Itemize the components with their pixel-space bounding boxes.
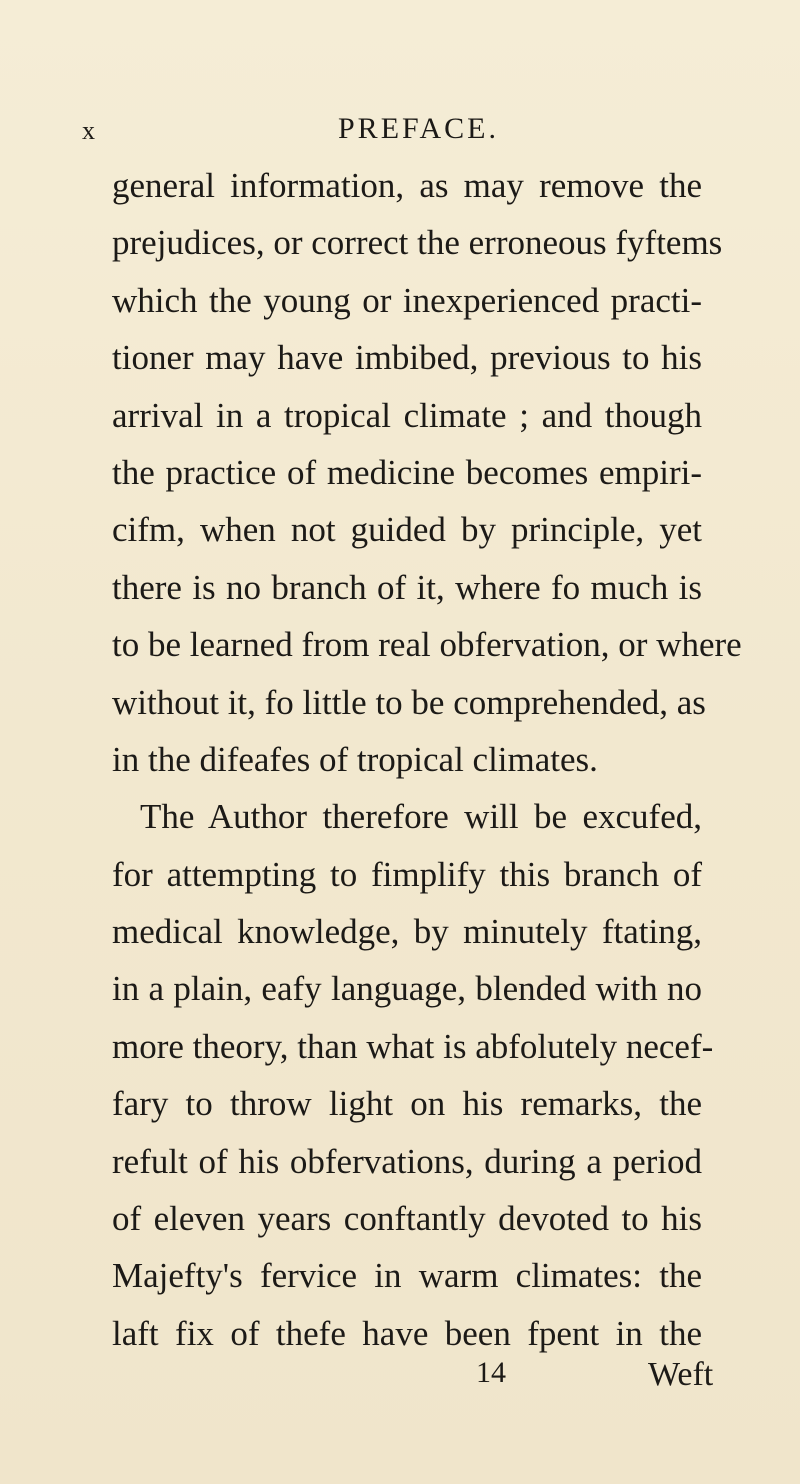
text-line: medical knowledge, by minutely ftating,	[112, 912, 702, 952]
page-header	[0, 112, 800, 152]
text-line: more theory, than what is abfolutely necef-	[112, 1026, 714, 1066]
text-line: general information, as may remove the	[112, 166, 702, 205]
text-line: refult of his obfervations, during a period	[112, 1141, 702, 1181]
text-line: without it, fo little to be comprehended, as	[112, 682, 706, 722]
page-number: x	[82, 116, 96, 145]
text-line: of eleven years conftantly devoted to his	[112, 1199, 702, 1239]
body-text	[112, 157, 742, 1362]
text-line: in the difeafes of tropical climates.	[112, 739, 598, 779]
catchword: Weft	[648, 1356, 714, 1393]
signature-mark: 14	[476, 1356, 506, 1389]
text-line: Majefty's fervice in warm climates: the	[112, 1256, 702, 1296]
text-line: to be learned from real obfervation, or where	[112, 625, 742, 665]
text-line: fary to throw light on his remarks, the	[112, 1084, 702, 1124]
running-head: PREFACE.	[338, 112, 499, 145]
text-line: laft fix of thefe have been fpent in the	[112, 1313, 702, 1353]
text-line: cifm, when not guided by principle, yet	[112, 510, 702, 550]
text-line: arrival in a tropical climate ; and though	[112, 395, 702, 435]
text-line: there is no branch of it, where fo much is	[112, 567, 702, 607]
text-line: tioner may have imbibed, previous to his	[112, 338, 702, 378]
paragraph-start-line: The Author therefore will be excufed,	[140, 797, 702, 837]
page-footer	[0, 1356, 800, 1406]
text-line: prejudices, or correct the erroneous fyftems	[112, 223, 723, 263]
text-line: for attempting to fimplify this branch of	[112, 854, 702, 894]
text-line: which the young or inexperienced practi-	[112, 280, 702, 320]
text-line: the practice of medicine becomes empiri-	[112, 452, 702, 492]
text-line: in a plain, eafy language, blended with no	[112, 969, 702, 1009]
